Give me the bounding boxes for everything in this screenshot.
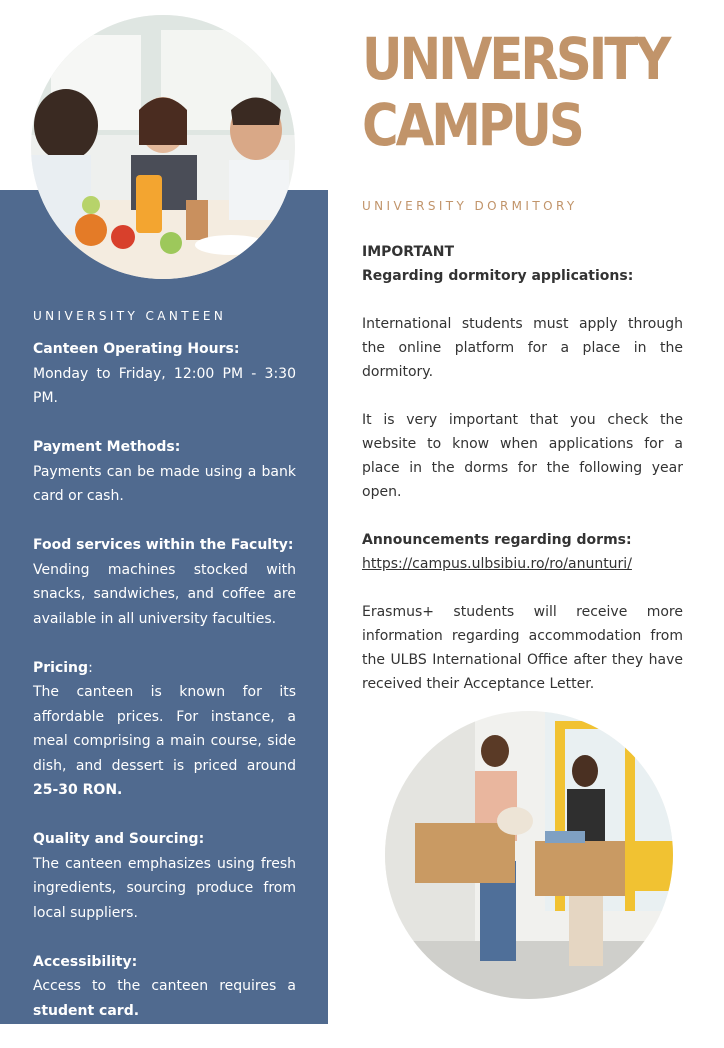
pricing-text: The canteen is known for its affordable prices. For instance, a meal comprising a main course, side dish, and dessert is priced around <box>33 684 296 774</box>
payment-heading: Payment Methods: <box>33 439 181 455</box>
important-heading: IMPORTANT <box>362 244 455 260</box>
hours-text: Monday to Friday, 12:00 PM - 3:30 PM. <box>33 365 296 406</box>
dormitory-applications-heading: Regarding dormitory applications: <box>362 268 634 284</box>
canteen-photo <box>31 15 295 279</box>
canteen-info <box>33 307 296 1048</box>
pricing-colon: : <box>88 659 93 676</box>
student-card-text: student card. <box>33 1002 140 1019</box>
announcements-link[interactable]: https://campus.ulbsibiu.ro/ro/anunturi/ <box>362 556 632 572</box>
quality-heading: Quality and Sourcing: <box>33 831 205 847</box>
accessibility-block <box>33 950 296 1024</box>
food-services-block <box>33 533 296 631</box>
payment-block <box>33 435 296 509</box>
dormitory-photo <box>385 711 673 999</box>
pricing-price: 25-30 RON. <box>33 782 123 798</box>
hours-heading: Canteen Operating Hours: <box>33 341 240 357</box>
pricing-heading: Pricing <box>33 659 89 676</box>
hours-block <box>33 337 296 411</box>
dormitory-apply-text: International students must apply through the online platform for a place in the dormitory. <box>362 316 683 380</box>
quality-text: The canteen emphasizes using fresh ingredients, sourcing produce from local suppliers. <box>33 855 296 921</box>
quality-block <box>33 827 296 925</box>
food-services-heading: Food services within the Faculty: <box>33 537 294 553</box>
accessibility-heading: Accessibility: <box>33 953 138 970</box>
payment-text: Payments can be made using a bank card or cash. <box>33 463 296 504</box>
erasmus-text: Erasmus+ students will receive more information regarding accommodation from the ULBS International Office after they have received their Acceptance Letter. <box>362 604 683 692</box>
canteen-section-label: UNIVERSITY CANTEEN <box>33 309 227 323</box>
announcements-heading: Announcements regarding dorms: <box>362 532 632 548</box>
food-services-text: Vending machines stocked with snacks, sandwiches, and coffee are available in all university faculties. <box>33 561 296 627</box>
accessibility-text: Access to the canteen requires a <box>33 978 296 994</box>
page-title: UNIVERSITY CAMPUS <box>362 25 669 159</box>
dormitory-info <box>362 240 683 696</box>
dormitory-check-website-text: It is very important that you check the website to know when applications for a place in the dorms for the following year open. <box>362 412 683 500</box>
dormitory-section-label: UNIVERSITY DORMITORY <box>362 199 578 213</box>
pricing-block <box>33 656 296 803</box>
